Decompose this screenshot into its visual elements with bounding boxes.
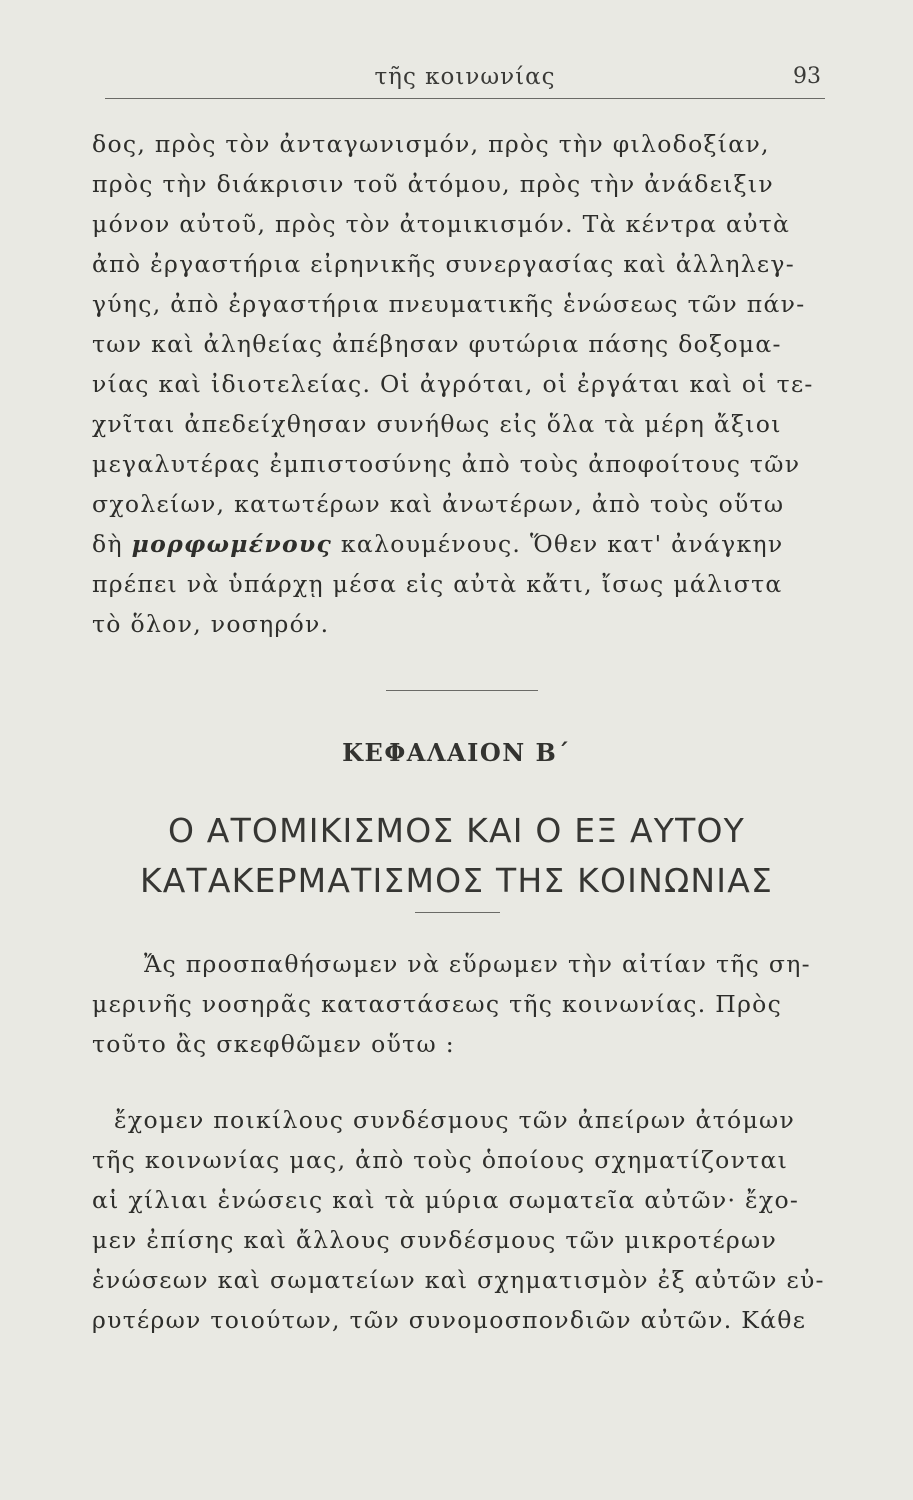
emphasized-word: μορφωμένους [131,530,333,558]
text-line: αἱ χίλιαι ἑνώσεις καὶ τὰ μύρια σωματεῖα αὐτῶν· ἔχο- [92,1186,800,1214]
title-rule [415,912,500,913]
text-fragment: καλουμένους. Ὅθεν κατ' ἀνάγκην [332,530,784,558]
text-line: σχολείων, κατωτέρων καὶ ἀνωτέρων, ἀπὸ τοὺς οὕτω [92,490,785,518]
text-line: ἔχομεν ποικίλους συνδέσμους τῶν ἀπείρων ἀτόμων [114,1106,796,1134]
text-line: τοῦτο ἂς σκεφθῶμεν οὕτω : [92,1030,455,1058]
text-fragment: δὴ [92,530,132,558]
chapter-title-line: Ο ΑΤΟΜΙΚΙΣΜΟΣ ΚΑΙ Ο ΕΞ ΑΥΤΟΥ [167,811,746,850]
text-line: ἀπὸ ἐργαστήρια εἰρηνικῆς συνεργασίας καὶ ἀλληλεγ- [92,250,795,278]
text-line: μεγαλυτέρας ἐμπιστοσύνης ἀπὸ τοὺς ἀποφοίτους τῶν [92,450,801,478]
text-line: μεν ἐπίσης καὶ ἄλλους συνδέσμους τῶν μικροτέρων [92,1226,778,1254]
chapter-label: ΚΕΦΑΛΑΙΟΝ Β΄ [342,738,571,767]
text-line: Ἄς προσπαθήσωμεν νὰ εὕρωμεν τὴν αἰτίαν τῆς ση- [144,950,811,978]
section-divider [386,690,538,691]
text-line: πρέπει νὰ ὑπάρχῃ μέσα εἰς αὐτὰ κἄτι, ἴσως μάλιστα [92,570,783,598]
text-line: τὸ ὅλον, νοσηρόν. [92,610,330,638]
paragraph-continuation [92,124,837,644]
text-line: ρυτέρων τοιούτων, τῶν συνομοσπονδιῶν αὐτῶν. Κάθε [92,1306,807,1334]
text-line [92,524,837,564]
text-line: χνῖται ἀπεδείχθησαν συνήθως εἰς ὅλα τὰ μέρη ἄξιοι [92,410,782,438]
text-line: πρὸς τὴν διάκρισιν τοῦ ἀτόμου, πρὸς τὴν ἀνάδειξιν [92,170,774,198]
text-line: μόνον αὐτοῦ, πρὸς τὸν ἀτομικισμόν. Τὰ κέντρα αὐτὰ [92,210,791,238]
running-title: τῆς κοινωνίας [374,64,556,90]
running-header [105,62,825,99]
text-line: γύης, ἀπὸ ἐργαστήρια πνευματικῆς ἑνώσεως τῶν πάν- [92,290,806,318]
chapter-title-line: ΚΑΤΑΚΕΡΜΑΤΙΣΜΟΣ ΤΗΣ ΚΟΙΝΩΝΙΑΣ [139,861,774,900]
text-line: νίας καὶ ἰδιοτελείας. Οἱ ἀγρόται, οἱ ἐργάται καὶ οἱ τε- [92,370,814,398]
text-line: μερινῆς νοσηρᾶς καταστάσεως τῆς κοινωνίας. Πρὸς [92,990,783,1018]
paragraph-body [92,1100,837,1340]
chapter-title [0,806,913,906]
page-number: 93 [793,64,821,89]
text-line: τῆς κοινωνίας μας, ἀπὸ τοὺς ὁποίους σχηματίζονται [92,1146,789,1174]
text-line: των καὶ ἀληθείας ἀπέβησαν φυτώρια πάσης δοξομα- [92,330,782,358]
paragraph-intro [92,944,837,1064]
text-line: ἑνώσεων καὶ σωματείων καὶ σχηματισμὸν ἐξ αὐτῶν εὐ- [92,1266,825,1294]
text-line: δος, πρὸς τὸν ἀνταγωνισμόν, πρὸς τὴν φιλοδοξίαν, [92,130,770,158]
